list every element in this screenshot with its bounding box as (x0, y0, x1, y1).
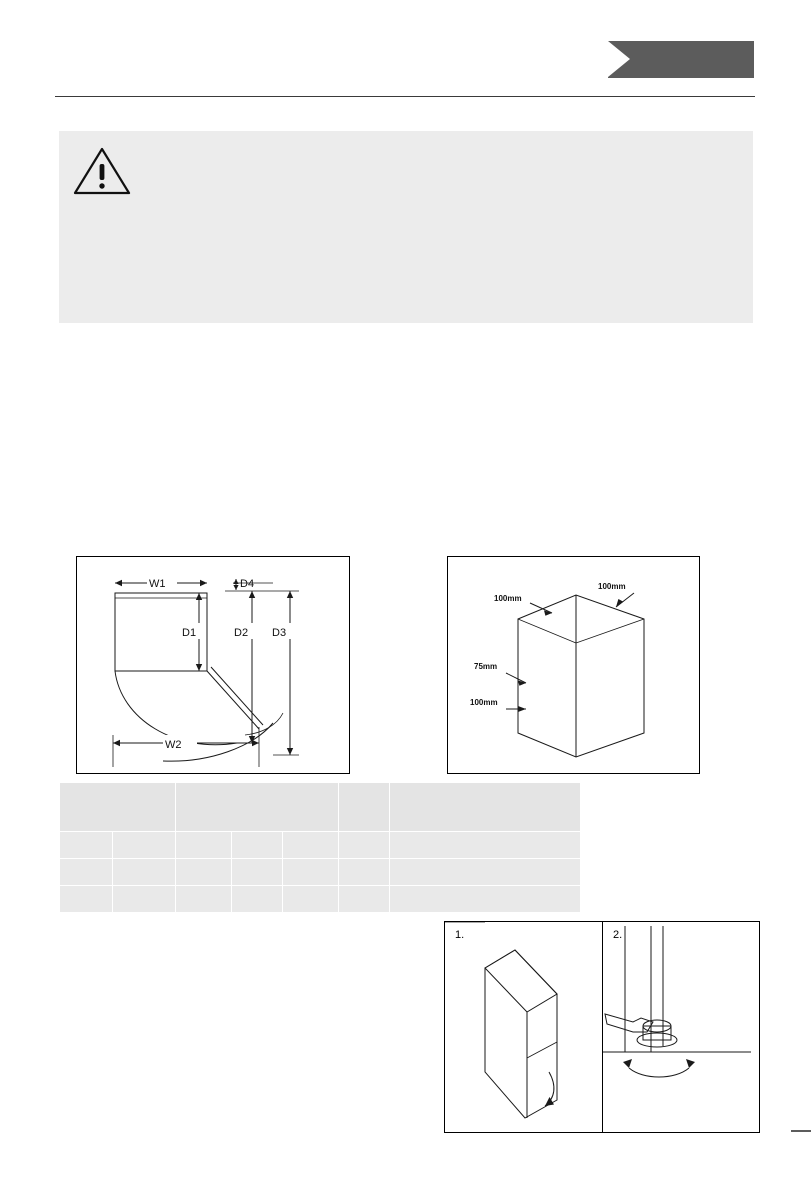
table-cell (339, 886, 390, 913)
footer-rule (791, 1130, 811, 1132)
warning-triangle-icon (71, 145, 133, 197)
table-cell (176, 859, 232, 886)
clearance-back-label: 100mm (470, 698, 498, 707)
table-cell (232, 859, 283, 886)
table-cell (232, 886, 283, 913)
table-cell (113, 859, 176, 886)
label-w2: W2 (165, 739, 182, 751)
table-cell (390, 886, 581, 913)
header-tab (608, 41, 754, 78)
table-cell (390, 859, 581, 886)
levelling-diagram (444, 921, 760, 1133)
table-row (60, 886, 581, 913)
table-header-cell (339, 783, 390, 832)
table-cell (176, 832, 232, 859)
header-divider (55, 96, 755, 97)
table-cell (232, 832, 283, 859)
clearance-top-label: 100mm (494, 594, 522, 603)
table-cell (390, 832, 581, 859)
label-d2: D2 (234, 627, 249, 639)
label-d3: D3 (272, 627, 287, 639)
warning-box (59, 131, 753, 323)
table-row (60, 832, 581, 859)
clearance-top-right-label: 100mm (598, 582, 626, 591)
table-cell (283, 859, 339, 886)
table-cell (176, 886, 232, 913)
table-header-cell (390, 783, 581, 832)
table-header-row (60, 783, 581, 832)
table-cell (60, 859, 113, 886)
table-cell (60, 832, 113, 859)
spec-table (59, 782, 581, 913)
label-d4: D4 (240, 578, 255, 590)
clearance-side-label: 75mm (474, 662, 498, 671)
table-header-cell (60, 783, 176, 832)
table-cell (283, 832, 339, 859)
label-d1: D1 (182, 627, 197, 639)
table-cell (339, 859, 390, 886)
step-1-number: 1. (455, 929, 465, 941)
dimension-diagram (76, 556, 350, 774)
step-2-number: 2. (613, 929, 623, 941)
table-cell (283, 886, 339, 913)
table-cell (339, 832, 390, 859)
clearance-diagram (447, 556, 700, 774)
left-arrow-icon (608, 41, 630, 77)
table-cell (113, 832, 176, 859)
label-w1: W1 (149, 578, 166, 590)
table-row (60, 859, 581, 886)
table-cell (113, 886, 176, 913)
table-header-cell (176, 783, 339, 832)
table-cell (60, 886, 113, 913)
